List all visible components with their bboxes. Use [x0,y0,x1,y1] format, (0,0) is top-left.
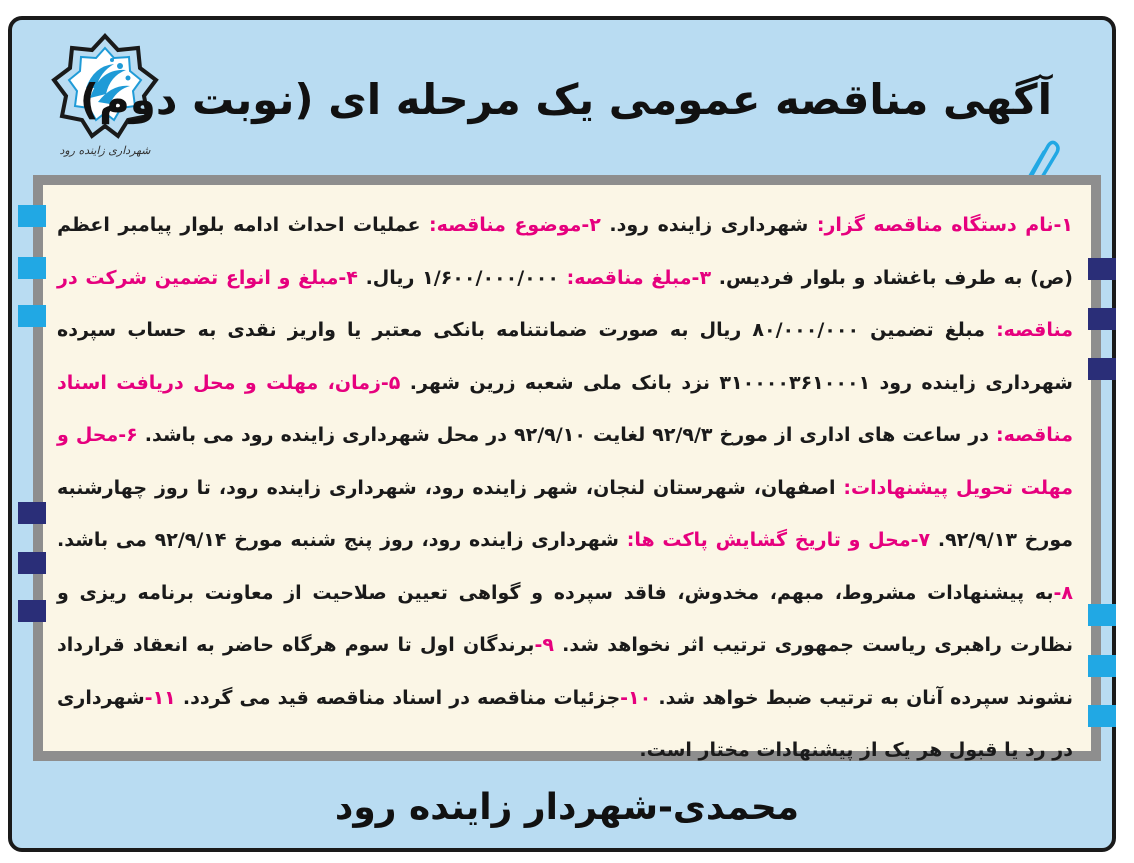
clause-text: شهرداری در رد یا قبول هر یک از پیشنهادات مختار است. [57,686,1073,761]
clause-text: در ساعت های اداری از مورخ ۹۲/۹/۳ لغایت ۹۲/۹/۱۰ در محل شهرداری زاینده رود می باشد. [137,424,989,446]
margin-tab [18,552,46,574]
clause-heading: ۱-نام دستگاه مناقصه گزار: [808,214,1073,236]
margin-tab [18,205,46,227]
clause-text: اصفهان، شهرستان لنجان، شهر زاینده رود، شهرداری زاینده رود، تا روز چهارشنبه مورخ ۹۲/۹/۱۳. [57,476,1073,551]
clause-heading: ۲-موضوع مناقصه: [420,214,601,236]
signature-line: محمدی-شهردار زاینده رود [334,787,800,828]
clause-text: به پیشنهادات مشروط، مبهم، مخدوش، فاقد سپرده و گواهی تعیین صلاحیت از معاونت برنامه ریزی و نظارت راهبری ریاست جمهوری ترتیب اثر نخواهد شد. [57,581,1073,656]
clause-heading: ۶-محل و مهلت تحویل پیشنهادات: [57,424,1073,499]
notice-title: آگهی مناقصه عمومی یک مرحله ای (نوبت دوم) [79,75,1052,124]
clause-heading: ۴-مبلغ و انواع تضمین شرکت در مناقصه: [57,266,1074,341]
margin-tab [1088,655,1116,677]
margin-tab [1088,258,1116,280]
clause-text: برندگان اول تا سوم هرگاه حاضر به انعقاد قرارداد نشوند سپرده آنان به ترتیب ضبط خواهد شد. [57,634,1073,709]
margin-tab [18,305,46,327]
clause-text: جزئیات مناقصه در اسناد مناقصه قید می گردد. [175,686,621,709]
clause-text: شهرداری زاینده رود. [600,214,809,236]
clause-heading: ۸- [1053,581,1073,604]
clause-text: شهرداری زاینده رود، روز پنج شنبه مورخ ۹۲/۹/۱۴ می باشد. [57,529,619,551]
clause-heading: ۹- [534,634,554,656]
margin-tab [1088,604,1116,626]
clause-heading: ۱۰- [620,686,652,709]
margin-tab [1088,705,1116,727]
clause-text: ۱/۶۰۰/۰۰۰/۰۰۰ ریال. [357,266,559,289]
margin-tab [18,502,46,524]
notice-body-text [57,199,1074,761]
clause-heading: ۵-زمان، مهلت و محل دریافت اسناد مناقصه: [57,371,1073,446]
notice-body-paper [43,185,1091,761]
clause-heading: ۱۱- [144,686,176,709]
clause-text: عملیات احداث ادامه بلوار پیامبر اعظم (ص) به طرف باغشاد و بلوار فردیس. [57,214,1073,289]
margin-tab [1088,358,1116,380]
clause-text: مبلغ تضمین ۸۰/۰۰۰/۰۰۰ ریال به صورت ضمانتنامه بانکی معتبر یا واریز نقدی به حساب سپرده شهرداری زاینده رود ۳۱۰۰۰۰۳۶۱۰۰۰۱ نزد بانک ملی شعبه زرین شهر. [57,319,1073,394]
clause-heading: ۷-محل و تاریخ گشایش پاکت ها: [618,529,931,551]
margin-tab [1088,308,1116,330]
clause-heading: ۳-مبلغ مناقصه: [558,266,712,289]
margin-tab [18,257,46,279]
notice-body-panel [33,175,1101,761]
logo-caption: شهرداری زاینده رود [59,144,151,157]
margin-tab [18,600,46,622]
